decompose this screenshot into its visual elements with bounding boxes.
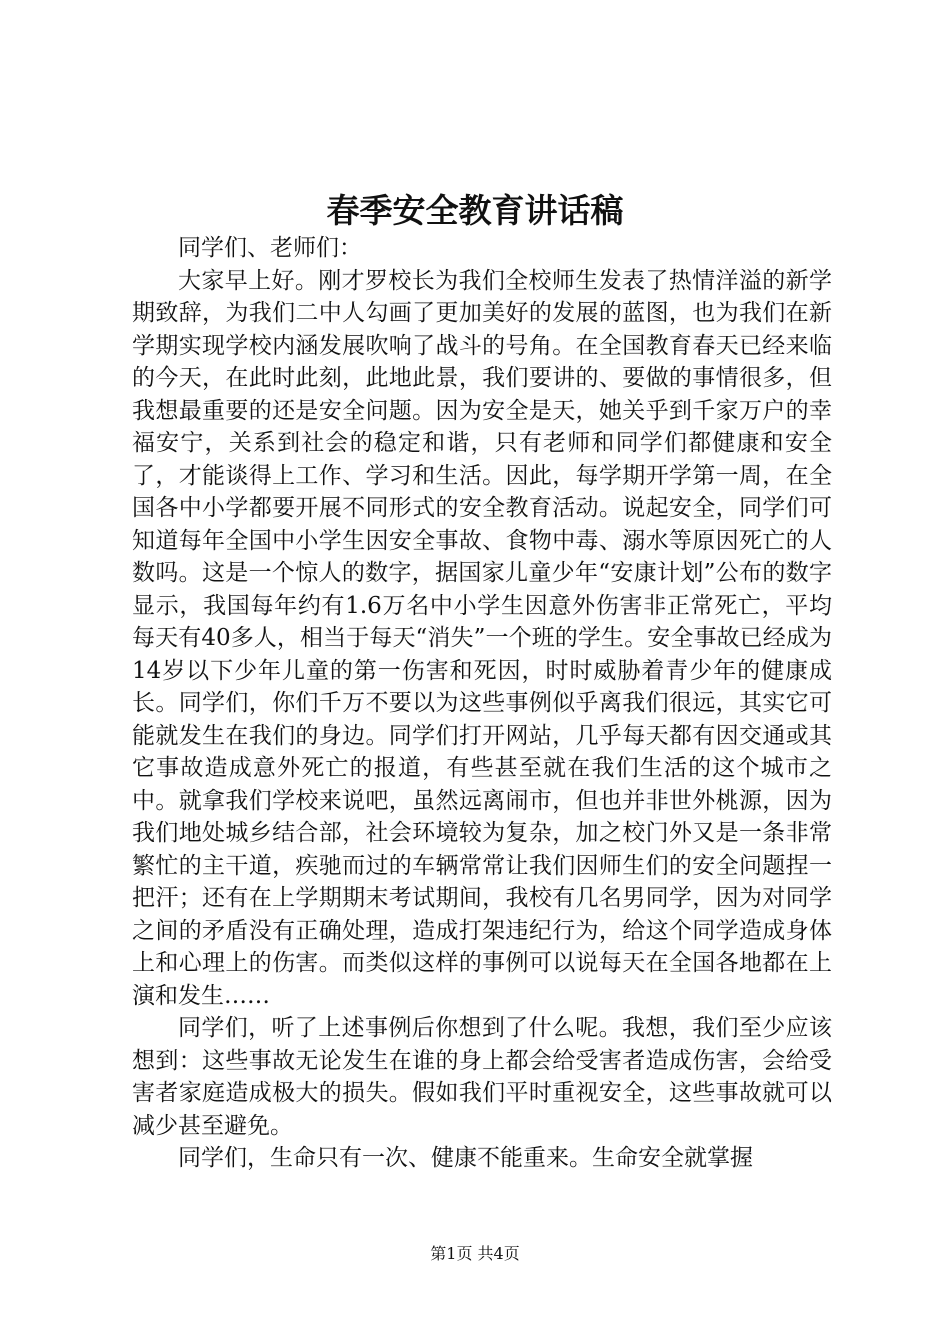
- document-title: 春季安全教育讲话稿: [326, 191, 624, 230]
- body-paragraph-2: 同学们，听了上述事例后你想到了什么呢。我想，我们至少应该想到：这些事故无论发生在谁的身上都会给受害者造成伤害，会给受害者家庭造成极大的损失。假如我们平时重视安全，这些事故就可以减少甚至避免。: [132, 1015, 832, 1139]
- body-paragraph-3: 同学们，生命只有一次、健康不能重来。生命安全就掌握: [178, 1145, 753, 1171]
- salutation-paragraph: 同学们、老师们：: [178, 235, 362, 261]
- document-body: [132, 232, 832, 1175]
- page-footer: 第1页 共4页: [430, 1244, 520, 1263]
- body-paragraph-1: 大家早上好。刚才罗校长为我们全校师生发表了热情洋溢的新学期致辞，为我们二中人勾画了更加美好的发展的蓝图，也为我们在新学期实现学校内涵发展吹响了战斗的号角。在全国教育春天已经来临的今天，在此时此刻，此地此景，我们要讲的、要做的事情很多，但我想最重要的还是安全问题。因为安全是天，她关乎到千家万户的幸福安宁，关系到社会的稳定和谐，只有老师和同学们都健康和安全了，才能谈得上工作、学习和生活。因此，每学期开学第一周，在全国各中小学都要开展不同形式的安全教育活动。说起安全，同学们可知道每年全国中小学生因安全事故、食物中毒、溺水等原因死亡的人数吗。这是一个惊人的数字，据国家儿童少年“安康计划”公布的数字显示，我国每年约有1.6万名中小学生因意外伤害非正常死亡，平均每天有40多人，相当于每天“消失”一个班的学生。安全事故已经成为14岁以下少年儿童的第一伤害和死因，时时威胁着青少年的健康成长。同学们，你们千万不要以为这些事例似乎离我们很远，其实它可能就发生在我们的身边。同学们打开网站，几乎每天都有因交通或其它事故造成意外死亡的报道，有些甚至就在我们生活的这个城市之中。就拿我们学校来说吧，虽然远离闹市，但也并非世外桃源，因为我们地处城乡结合部，社会环境较为复杂，加之校门外又是一条非常繁忙的主干道，疾驰而过的车辆常常让我们因师生们的安全问题捏一把汗；还有在上学期期末考试期间，我校有几名男同学，因为对同学之间的矛盾没有正确处理，造成打架违纪行为，给这个同学造成身体上和心理上的伤害。而类似这样的事例可以说每天在全国各地都在上演和发生……: [132, 267, 832, 1009]
